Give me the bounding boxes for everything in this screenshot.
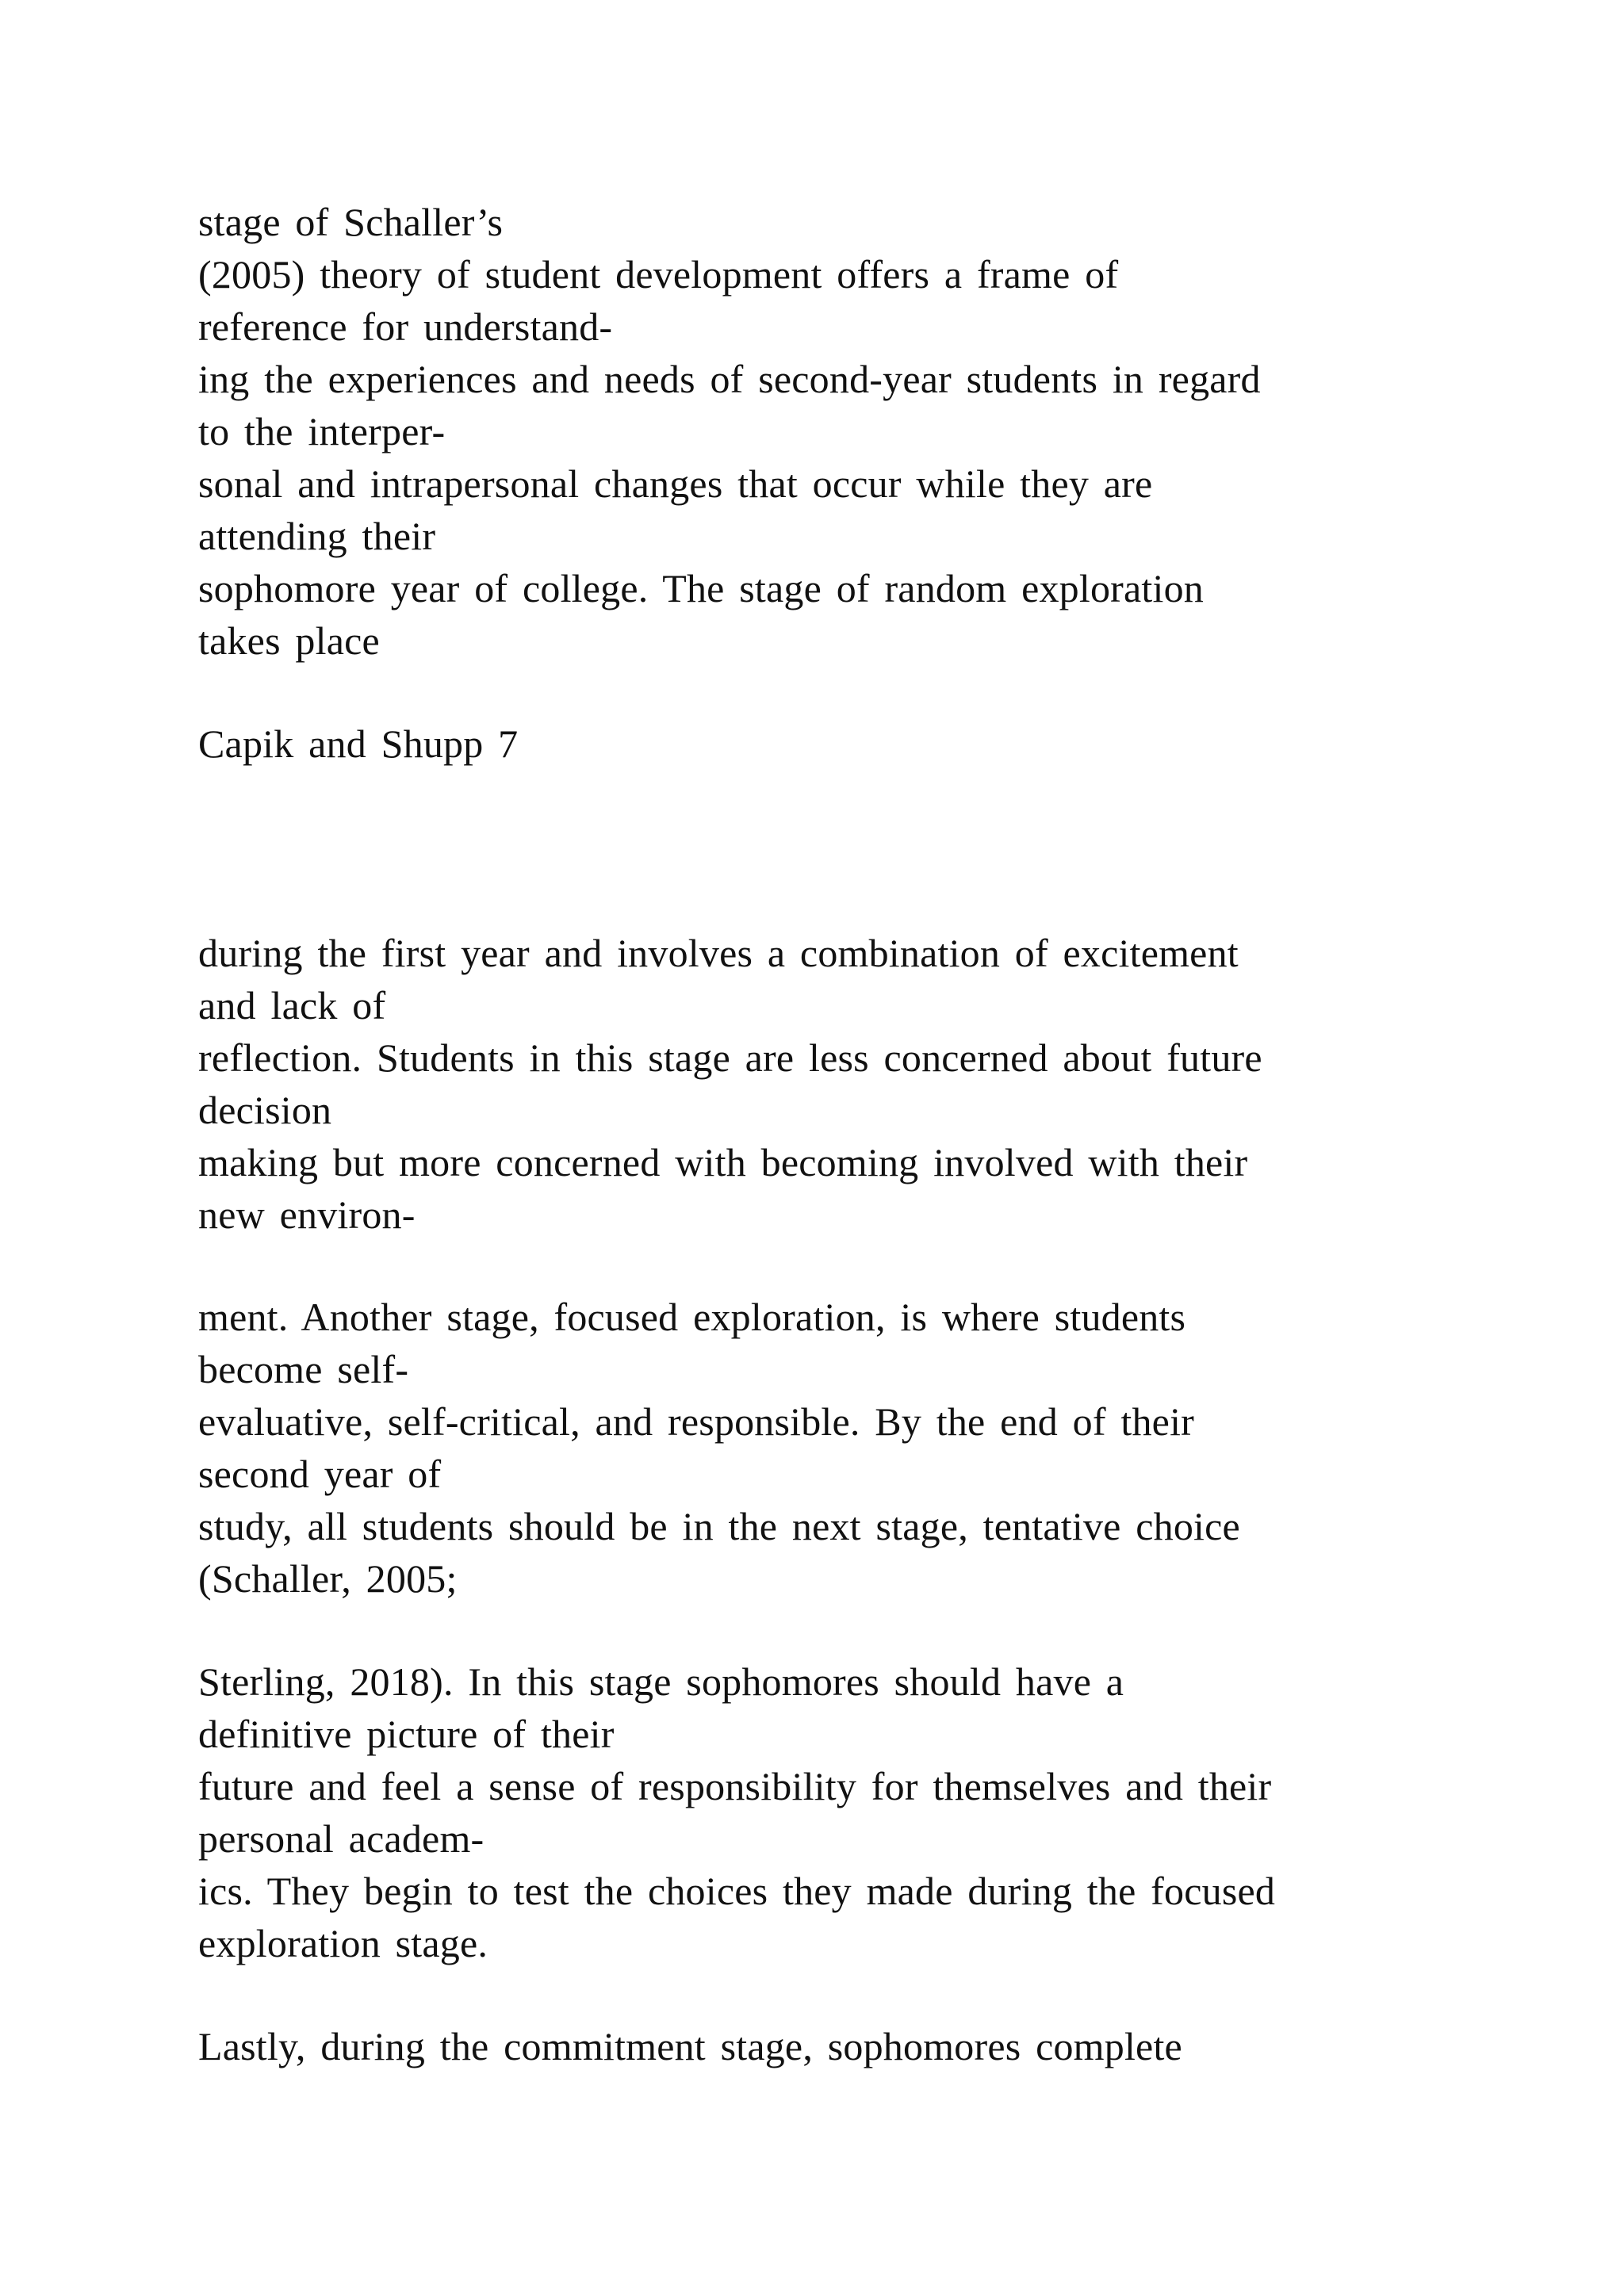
text-line: second year of [198,1452,442,1496]
text-line: personal academ- [198,1816,485,1861]
text-line: evaluative, self-critical, and responsible. By the end of their [198,1399,1195,1444]
paragraph-block-3 [198,1291,1546,1605]
page-footer [198,718,1546,770]
text-line: study, all students should be in the next stage, tentative choice [198,1504,1240,1548]
text-line: (2005) theory of student development offers a frame of [198,252,1119,297]
text-line: attending their [198,514,436,558]
text-line: sophomore year of college. The stage of random exploration [198,566,1204,610]
text-line: (Schaller, 2005; [198,1556,458,1601]
text-line: definitive picture of their [198,1712,615,1756]
text-line: ing the experiences and needs of second-year students in regard [198,357,1261,401]
text-line: to the interper- [198,409,446,453]
text-line: Sterling, 2018). In this stage sophomores should have a [198,1659,1124,1704]
text-line: future and feel a sense of responsibility for themselves and their [198,1764,1272,1808]
text-line: and lack of [198,983,386,1027]
text-line: new environ- [198,1192,416,1237]
text-line: takes place [198,618,380,663]
paragraph-block-5 [198,2020,1546,2072]
text-line: ment. Another stage, focused exploration, is where students [198,1295,1186,1339]
text-line: reference for understand- [198,304,613,349]
text-line: exploration stage. [198,1921,488,1965]
text-line: ics. They begin to test the choices they made during the focused [198,1869,1276,1913]
text-line: sonal and intrapersonal changes that occur while they are [198,461,1153,506]
paragraph-block-1 [198,196,1546,667]
text-line: stage of Schaller’s [198,200,504,244]
text-line: Lastly, during the commitment stage, sophomores complete [198,2024,1182,2068]
text-line: decision [198,1088,332,1132]
paragraph-block-4 [198,1655,1546,1969]
text-line: during the first year and involves a combination of excitement [198,931,1239,975]
text-line: become self- [198,1347,409,1391]
text-line: making but more concerned with becoming involved with their [198,1140,1248,1184]
page-footer-text: Capik and Shupp 7 [198,721,519,766]
text-line: reflection. Students in this stage are less concerned about future [198,1035,1262,1080]
paragraph-block-2 [198,927,1546,1241]
